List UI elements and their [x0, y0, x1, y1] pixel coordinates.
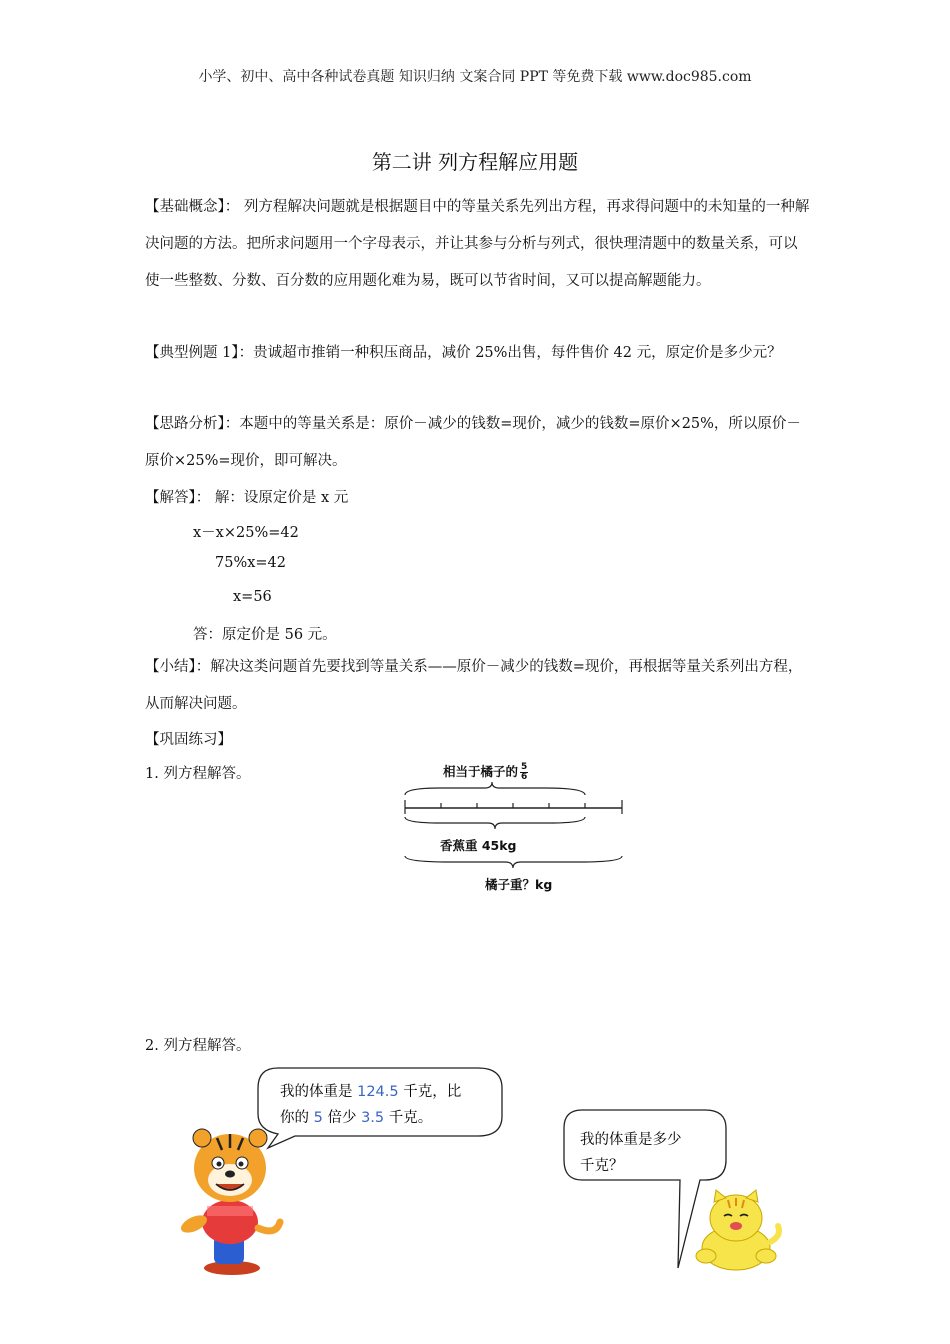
solution-label: 【解答】： — [145, 490, 211, 506]
solution-intro: 解：设原定价是 x 元 — [210, 490, 349, 506]
cat-bubble-line-2: 千克？ — [580, 1158, 624, 1174]
analysis-label: 【思路分析】： — [145, 416, 240, 432]
tiger-text-2b: 倍少 — [322, 1110, 362, 1126]
tiger-bubble-line-1 — [280, 1080, 461, 1101]
tiger-multiplier-value: 5 — [313, 1110, 323, 1126]
tiger-text-2a: 你的 — [280, 1110, 314, 1126]
cat-bubble-line-1: 我的体重是多少 — [580, 1132, 682, 1148]
tiger-difference-value: 3.5 — [361, 1110, 385, 1126]
segment-diagram — [400, 780, 630, 870]
summary-label: 【小结】： — [145, 659, 211, 675]
cartoon-cat-illustration — [686, 1186, 784, 1272]
practice-heading: 【巩固练习】 — [145, 732, 232, 748]
top-brace — [405, 782, 585, 795]
concept-label: 【基础概念】： — [145, 199, 240, 215]
diagram-top-label — [443, 762, 528, 782]
orange-weight-label: 橘子重？kg — [485, 877, 553, 892]
page-header: 小学、初中、高中各种试卷真题 知识归纳 文案合同 PPT 等免费下载 www.doc985.com — [198, 69, 752, 85]
solution-step-2: 75%x=42 — [215, 555, 287, 571]
solution-line — [145, 486, 348, 507]
summary-paragraph — [145, 649, 810, 723]
concept-text: 列方程解决问题就是根据题目中的等量关系先列出方程，再求得问题中的未知量的一种解决问题的方法。把所求问题用一个字母表示，并让其参与分析与列式，很快理清题中的数量关系，可以使一些整数、分数、百分数的应用题化难为易，既可以节省时间，又可以提高解题能力。 — [145, 199, 810, 289]
summary-text: 解决这类问题首先要找到等量关系——原价－减少的钱数=现价，再根据等量关系列出方程，从而解决问题。 — [145, 659, 803, 712]
analysis-text: 本题中的等量关系是：原价－减少的钱数=现价，减少的钱数=原价×25%，所以原价－原价×25%=现价，即可解决。 — [145, 416, 801, 469]
example-text: 贵诚超市推销一种积压商品，减价 25%出售，每件售价 42 元，原定价是多少元？ — [253, 345, 782, 361]
cartoon-tiger-illustration — [172, 1118, 290, 1278]
fraction-denominator: 6 — [521, 772, 528, 782]
orange-brace — [405, 856, 622, 868]
tiger-text-2c: 千克。 — [384, 1110, 433, 1126]
example-paragraph — [145, 335, 810, 372]
concept-paragraph — [145, 189, 810, 300]
tiger-text-1b: 千克，比 — [398, 1084, 462, 1100]
banana-brace — [405, 817, 585, 829]
question-2: 2. 列方程解答。 — [145, 1038, 251, 1054]
solution-step-1: x－x×25%=42 — [193, 525, 299, 541]
solution-answer: 答：原定价是 56 元。 — [193, 627, 337, 643]
question-1: 1. 列方程解答。 — [145, 766, 251, 782]
page-title: 第二讲 列方程解应用题 — [371, 150, 579, 174]
fraction-numerator: 5 — [521, 762, 528, 772]
banana-weight-label: 香蕉重 45kg — [440, 838, 517, 853]
solution-step-3: x=56 — [233, 589, 272, 605]
analysis-paragraph — [145, 406, 810, 480]
diagram-top-text: 相当于橘子的 — [443, 764, 519, 779]
tiger-bubble-line-2 — [280, 1106, 432, 1127]
tiger-weight-value: 124.5 — [357, 1084, 399, 1100]
segment-ticks — [405, 800, 622, 814]
tiger-text-1a: 我的体重是 — [280, 1084, 358, 1100]
example-label: 【典型例题 1】： — [145, 345, 254, 361]
